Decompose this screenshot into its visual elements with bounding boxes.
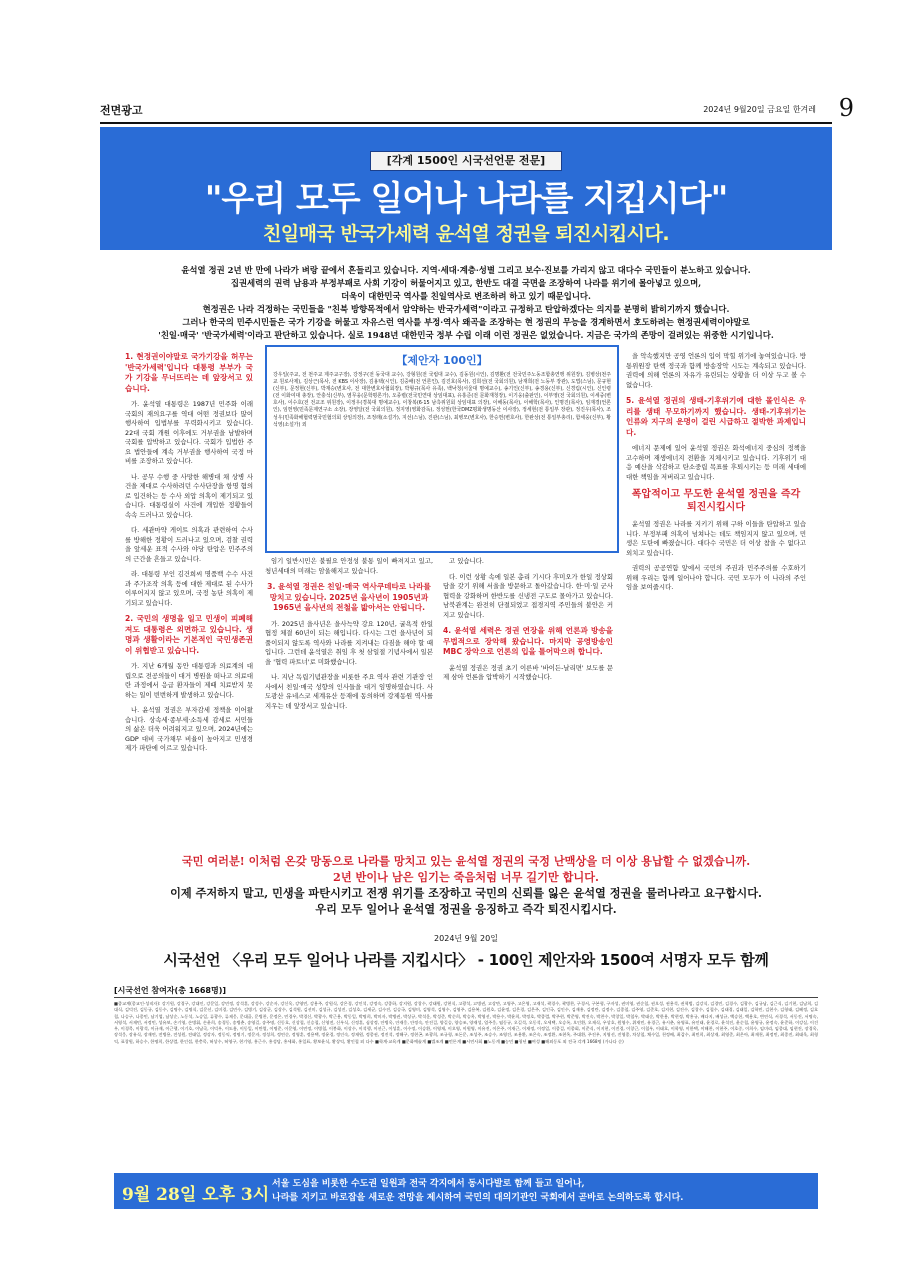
intro-line: 집권세력의 권력 남용과 부정부패로 사회 기강이 허물어지고 있고, 한반도 대결 국면을 조장하여 나라를 위기에 몰아넣고 있으며, [230, 278, 702, 288]
rally-line: 나라를 지키고 바로잡을 새로운 전망을 제시하여 국민의 대의기관인 국회에서 곧바로 논의하도록 합시다. [272, 1193, 684, 1203]
body-paragraph: 가. 2025년 을사년은 을사늑약 강요 120년, 굴욕적 한일협정 체결 60년이 되는 해입니다. 다시는 그런 을사년이 되풀이되지 않도록 역사와 나라를 지켜내는 다짐을 해야 할 때입니다. 그런데 윤석열은 취임 후 첫 삼일절 기념사에서 일본을 '협력 파트너'로 미화했습니다. [265, 619, 433, 666]
subhead-label: [각계 1500인 시국선언문 전문] [370, 151, 562, 171]
body-paragraph: 가. 윤석열 대통령은 1987년 민주화 이래 국회의 재의요구를 역대 어떤 정권보다 많이 행사하여 입법부를 무력화시키고 있습니다. 22대 국회 개원 이후에도 거부권을 남발하며 국회를 압박하고 있습니다. 국회가 입법한 주요 법안들에 계속 거부권을 행사하여 국정 마비를 조장하고 있습니다. [125, 400, 253, 465]
section-heading-4: 4. 윤석열 세력은 정권 연장을 위해 언론과 방송을 무법적으로 장악해 왔습니다. 마지막 공영방송인 MBC 장악으로 언론의 입을 틀어막으려 합니다. [443, 626, 613, 656]
intro-line: 그러나 한국의 민주시민들은 국가 기강을 허물고 자유스런 역사를 부정·역사 왜곡을 조장하는 현 정권의 무능을 경계하면서 호도하려는 현정권세력이야말로 [182, 317, 750, 327]
call-line: 2년 반이나 남은 임기는 죽음처럼 너무 길기만 합니다. [333, 870, 599, 884]
section-heading-2: 2. 국민의 생명을 일고 민생이 피폐해져도 대통령은 외면하고 있습니다. 생명과 생활이라는 기본적인 국민생존권이 위협받고 있습니다. [125, 614, 253, 655]
main-title: "우리 모두 일어나 나라를 지킵시다" [204, 179, 728, 219]
proposers-box [265, 345, 619, 553]
body-paragraph: 나. 윤석열 정권은 부자감세 정책을 이어왔습니다. 상속세·종부세·소득세 감세로 서민들의 삶은 더욱 어려워지고 있으며, 2024년에는 GDP 대비 국가채무 비율이 높아지고 민생경제가 파탄에 이르고 있습니다. [125, 706, 253, 752]
declaration-title: 시국선언 〈우리 모두 일어나 나라를 지킵시다〉 - 100인 제안자와 1500여 서명자 모두 함께 [163, 951, 769, 969]
intro-text [125, 264, 807, 342]
issue-date: 2024년 9월20일 금요일 한겨레 [703, 105, 816, 114]
column-4 [626, 352, 806, 852]
body-paragraph: 가. 지난 6개월 동안 대통령과 의료계의 대립으로 전공의들이 대거 병원을 떠나고 의료대란 과정에서 응급 환자들이 제때 치료받지 못하는 일이 빈번하게 발생하고 있습니다. [125, 662, 253, 699]
body-paragraph: 고 있습니다. [449, 557, 484, 565]
intro-line: 현정권은 나라 걱정하는 국민들을 "친북 방향목적에서 암약하는 반국가세력"이라고 규정하고 탄압하겠다는 의지를 분명히 밝히기까지 했습니다. [202, 304, 730, 314]
column-1 [125, 352, 253, 852]
proposers-list: 강우일(주교, 전 천주교 제주교구장), 강정구(전 동국대 교수), 강형원(전 국립대 교수), 김동원(시인), 김명환(전 전국민주노동조합총연맹 위원장), 김병상(천주교 원로사제), 김상근(목사, 전 KBS 이사장), 김용택(시인), 김중배(전 언론인), 김진호(목사), 김희선(전 국회의원), 남재희(전 노동부 장관), 도법(스님), 문규현(신부), 문정현(신부), 박재승(변호사, 전 대한변호사협회장), 박형규(목사 유족), 백낙청(서울대 명예교수), 송기인(신부), 송경용(신부), 신경림(시인), 신인령(전 이화여대 총장), 안충석(신부), 염무웅(문학평론가), 오종렬(전국민연대 상임대표), 유홍준(전 문화재청장), 이기웅(출판인), 이부영(전 국회의원), 이세중(변호사), 이수호(전 전교조 위원장), 이정우(경북대 명예교수), 이창복(6·15 남측위원회 상임대표 의장), 이해동(목사), 이해학(목사), 인명진(목사), 임재경(언론인), 임헌영(민족문제연구소 소장), 장영달(전 국회의원), 정지영(영화감독), 정성헌(한국DMZ평화생명동산 이사장), 정세현(전 통일부 장관), 정진우(목사), 조성우(민족화해협력범국민협의회 상임의장), 조정래(소설가), 지선(스님), 진관(스님), 최병모(변호사), 한승헌(변호사), 한완상(전 통일부총리), 함세웅(신부), 황석영(소설가) 외 [273, 372, 611, 428]
body-paragraph: 다. 이런 상황 속에 일본 총리 기시다 후미오가 한일 정상회담을 갖기 위해 서울을 방문하고 돌아갔습니다. 한·미·일 군사협력을 강화하며 한반도를 신냉전 구도로 몰아가고 있습니다. 남북관계는 완전히 단절되었고 접경지역 주민들의 불안은 커지고 있습니다. [443, 572, 613, 619]
section-heading-5: 5. 윤석열 정권의 생태-기후위기에 대한 몰인식은 우리를 생태 무모하기까지 했습니다. 생태-기후위기는 인류와 지구의 운명이 걸린 시급하고 절박한 과제입니다. [626, 396, 806, 437]
intro-line: '친일·매국' '반국가세력'이라고 판단하고 있습니다. 실로 1948년 대한민국 정부 수립 이래 이런 정권은 없었습니다. 지금은 국가의 존망이 걸려있는 위중한 시기입니다. [158, 330, 774, 340]
divider [114, 997, 818, 998]
advertisement [100, 127, 832, 1220]
body-paragraph: 임기 일반시민은 불필요 안정성 불통 일이 빠져지고 있고, 청년세대의 미래는 암울해지고 있습니다. [265, 557, 433, 575]
call-line: 이제 주저하지 말고, 민생을 파탄시키고 전쟁 위기를 조장하고 국민의 신뢰를 잃은 윤석열 정권을 물러나라고 요구합시다. [170, 886, 762, 900]
signers-list: ■종교계(종교인·성직자): 강기원, 강경구, 강대인, 강문일, 강민정, 강석훈, 강성수, 강순자, 강신욱, 강영민, 강용주, 강원식, 강은경, 강인석, 강정숙, 강종하, 강지원, 강창수, 강태원, 강현식, 고광석, 고병권, 고상만, 고영주, 고은영, 고재석, 곽경수, 곽병찬, 구경서, 구본형, 구자성, 권미영, 권순철, 권오성, 권용석, 권혁범, 김강식, 김경민, 김경수, 김광수, 김규남, 김근식, 김기현, 김남희, 김대식, 김덕진, 김동규, 김동수, 김명수, 김명식, 김문선, 김미경, 김민수, 김병기, 김상균, 김상수, 김석원, 김선미, 김성규, 김성진, 김성호, 김세균, 김수진, 김승국, 김영미, 김영석, 김영수, 김영주, 김용복, 김원호, 김윤정, 김은경, 김은주, 김인국, 김인수, 김재홍, 김정란, 김정수, 김종철, 김주영, 김준호, 김지현, 김진수, 김창수, 김철수, 김태경, 김태일, 김학민, 김현수, 김형태, 김혜정, 김호철, 나승구, 나종민, 남기업, 남상순, 노동석, 노승일, 류광수, 류제웅, 문대골, 문병찬, 문정은, 민경우, 박경신, 박광수, 박근용, 박동일, 박명희, 박미자, 박병권, 박상규, 박석운, 박성준, 박순희, 박승옥, 박영선, 박용수, 박윤희, 박정호, 박종렬, 박주현, 박준영, 박진숙, 박찬수, 박창일, 박철우, 박태순, 박한용, 박현정, 박홍규, 배다지, 배성규, 백승헌, 백용호, 변연식, 서경석, 서동진, 서명숙, 서영석, 서재민, 서정민, 성유보, 손기영, 손병휘, 손윤희, 송경동, 송병춘, 송영길, 송주명, 신동호, 신상철, 신승철, 신영전, 신우식, 신정훈, 심상정, 안병욱, 안재웅, 안정숙, 안진걸, 양길승, 양승조, 양재성, 엄주웅, 염동규, 오길석, 오동석, 오세택, 오승록, 오인환, 오재식, 우상호, 원영수, 위재민, 유경근, 유시춘, 유영표, 유인태, 윤경로, 윤석진, 윤순철, 윤영규, 윤정숙, 윤준하, 이강실, 이건우, 이경묵, 이광석, 이규재, 이근행, 이기호, 이남곡, 이덕우, 이도흠, 이동일, 이만열, 이명준, 이문영, 이민정, 이병철, 이봉화, 이상수, 이석행, 이선근, 이성훈, 이수정, 이승환, 이영재, 이오영, 이원영, 이유진, 이은주, 이재근, 이재정, 이정일, 이종걸, 이종회, 이준식, 이지현, 이진경, 이창근, 이철우, 이태호, 이학영, 이한택, 이해찬, 이현주, 이호중, 이희수, 임미리, 임종대, 임현진, 장경욱, 장석웅, 장유식, 장재연, 전병용, 전성원, 전태일, 정강자, 정동익, 정명기, 정문자, 정성희, 정연순, 정영훈, 정용택, 정윤경, 정인숙, 정재원, 정종권, 정진석, 정해구, 정현곤, 조광희, 조규형, 조돈문, 조성주, 조승수, 조영건, 조용환, 조은숙, 조정환, 조현옥, 주대환, 주진우, 지영선, 진영종, 차상철, 채수일, 천정배, 최갑수, 최민희, 최상재, 최영준, 최은아, 최재천, 최정민, 최종진, 최태욱, 최형익, 표창원, 하승수, 한명희, 한상렬, 한인섭, 한충목, 허상수, 허영구, 현기영, 홍근수, 홍성담, 홍세화, 홍일표, 황보윤식, 황상익, 황인철 외 다수 ■학계·교육계 ■문화예술계 ■법조계 ■언론계 ■시민사회 ■노동계 ■농민 ■청년 ■여성 ■해외동포 외 전국 각계 1668명 (가나다 순) [114, 1001, 818, 1044]
rally-description [272, 1177, 812, 1205]
body-paragraph: 다. 세관마약 게이트 의혹과 관련하여 수사를 방해한 정황이 드러나고 있으며, 검찰 권력을 앞세운 표적 수사와 야당 탄압은 민주주의의 근간을 흔들고 있습니다. [125, 526, 253, 563]
signers-heading: [시국선언 참여자(총 1668명)] [114, 986, 227, 995]
call-line: 우리 모두 일어나 윤석열 정권을 응징하고 즉각 퇴진시킵시다. [315, 902, 617, 916]
proposers-title: 【제안자 100인】 [396, 354, 488, 367]
body-paragraph: 라. 대통령 부인 김건희씨 명품백 수수 사건과 주가조작 의혹 등에 대한 제대로 된 수사가 이루어지지 않고 있으며, 국정 농단 의혹이 제기되고 있습니다. [125, 570, 253, 607]
body-paragraph: 나. 지난 독립기념관장을 비롯한 주요 역사 관련 기관장 인사에서 친일·매국 성향의 인사들을 대거 임명하였습니다. 사도광산 유네스코 세계유산 등재에 동의하며 강제동원 역사를 지우는 데 앞장서고 있습니다. [265, 673, 433, 710]
intro-line: 윤석열 정권 2년 반 만에 나라가 벼랑 끝에서 흔들리고 있습니다. 지역·세대·계층·성별 그리고 보수·진보를 가리지 않고 대다수 국민들이 분노하고 있습니다. [181, 265, 751, 275]
sub-title: 친일매국 반국가세력 윤석열 정권을 퇴진시킵시다. [262, 223, 670, 245]
call-line: 국민 여러분! 이처럼 온갖 망동으로 나라를 망치고 있는 윤석열 정권의 국정 난맥상을 더 이상 용납할 수 없겠습니까. [181, 854, 751, 868]
rally-line: 서울 도심을 비롯한 수도권 일원과 전국 각지에서 동시다발로 함께 들고 일어나, [272, 1179, 585, 1189]
body-paragraph: 윤석열 정권은 정권 초기 이른바 '바이든-날리면' 보도를 문제 삼아 언론을 압박하기 시작했습니다. [443, 663, 613, 681]
body-paragraph: 윤석열 정권은 나라를 지키기 위해 구하 이들을 탄압하고 있습니다. 부정부패 의혹이 넘쳐나는 데도 책임지지 않고 있으며, 민생은 도탄에 빠졌습니다. 대다수 국민은 더 이상 참을 수 없다고 외치고 있습니다. [626, 520, 806, 557]
rally-banner [114, 1173, 818, 1209]
call-to-action [100, 853, 832, 917]
column-2 [265, 557, 433, 852]
page-header [100, 94, 854, 124]
body-paragraph: 을 악속했지만 공영 언론의 입이 막힐 위기에 놓여있습니다. 방통위원장 탄핵 정국과 함께 방송장악 시도는 계속되고 있습니다. 권력에 의해 언론의 자유가 유린되는 상황을 더 이상 두고 볼 수 없습니다. [626, 352, 806, 389]
body-paragraph: 나. 공무 수행 중 사망한 해병대 채 상병 사건을 제대로 수사하려던 수사단장을 항명 혐의로 입건하는 등 수사 외압 의혹이 제기되고 있습니다. 대통령실이 사건에 개입한 정황들이 속속 드러나고 있습니다. [125, 472, 253, 519]
body-paragraph: 에너지 문제에 있어 윤석열 정권은 화석에너지 중심의 정책을 고수하며 재생에너지 전환을 지체시키고 있습니다. 기후위기 대응 예산을 삭감하고 탄소중립 목표를 후퇴시키는 등 미래 세대에 대한 책임을 저버리고 있습니다. [626, 444, 806, 481]
page-number: 9 [838, 94, 854, 122]
column-3 [443, 557, 613, 852]
declaration-date: 2024년 9월 20일 [434, 934, 498, 943]
section-heading-1: 1. 현정권이야말로 국가기강을 허무는 '반국가세력'입니다 대통령 부부가 국가 기강을 무너뜨리는 데 앞장서고 있습니다. [125, 352, 253, 393]
intro-line: 더욱이 대한민국 역사를 친일역사로 변조하려 하고 있기 때문입니다. [341, 291, 591, 301]
body-paragraph: 권력의 공공연함 앞에서 국민의 주권과 민주주의를 수호하기 위해 우리는 함께 일어나야 합니다. 국민 모두가 이 나라의 주인임을 보여줍시다. [626, 564, 806, 591]
section-heading-3: 3. 윤석열 정권은 친일·매국 역사쿠데타로 나라를 망치고 있습니다. 2025년 을사년이 1905년과 1965년 을사년의 전철을 밟아서는 안됩니다. [267, 582, 431, 612]
title-banner [100, 127, 832, 250]
rally-time: 9월 28일 오후 3시 [122, 1185, 270, 1205]
section-label: 전면광고 [100, 104, 143, 117]
section-heading-6: 폭압적이고 무도한 윤석열 정권을 즉각 퇴진시킵시다 [631, 489, 801, 513]
